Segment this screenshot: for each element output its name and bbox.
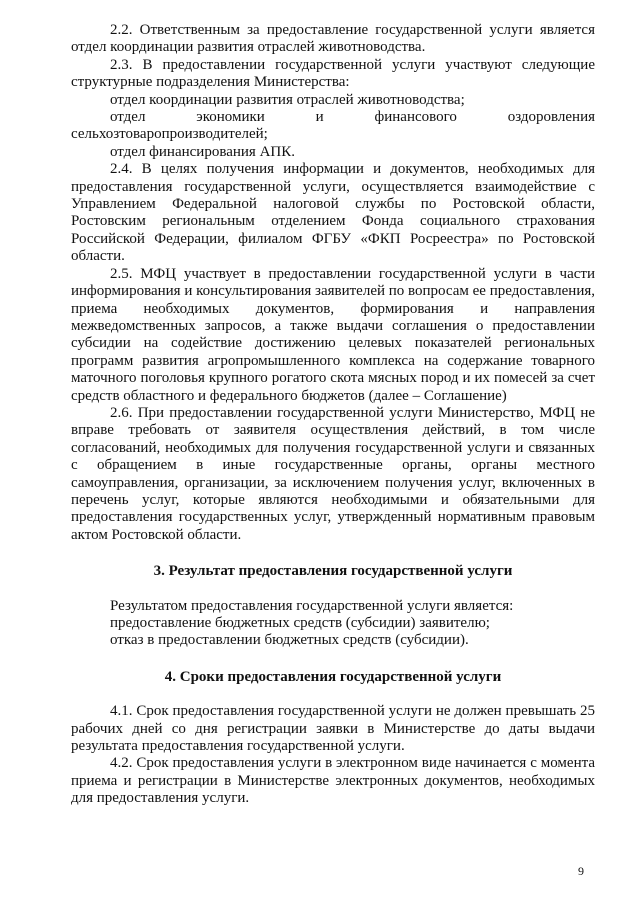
section-3-heading: 3. Результат предоставления государственной услуги: [153, 563, 513, 580]
page-number: 9: [578, 864, 584, 878]
paragraph-2-4: 2.4. В целях получения информации и документов, необходимых для предоставления государственной услуги, осуществляется взаимодействие с Управлением Федеральной налоговой службы по Ростовской области, Ростовским региональным отделением Фонда социального страхования Российской Федерации, филиалом ФГБУ «ФКП Росреестра» по Ростовской области.: [71, 161, 595, 265]
section-3-line: отказ в предоставлении бюджетных средств (субсидии).: [110, 632, 469, 649]
paragraph-2-6: 2.6. При предоставлении государственной услуги Министерство, МФЦ не вправе требовать от заявителя осуществления действий, в том числе согласований, необходимых для получения государственной услуги и связанных с обращением в иные государственные органы, органы местного самоуправления, организации, за исключением получения услуг, включенных в перечень услуг, которые являются необходимыми и обязательными для предоставления государственных услуг, утвержденный нормативным правовым актом Ростовской области.: [71, 404, 595, 543]
list-item: отдел координации развития отраслей животноводства;: [110, 91, 465, 108]
paragraph-2-5: 2.5. МФЦ участвует в предоставлении государственной услуги в части информирования и консультирования заявителей по вопросам ее предоставления, приема необходимых документов, формирования и направления межведомственных запросов, а также выдачи соглашения о предоставлении субсидии на содействие достижению целевых показателей региональных программ развития агропромышленного комплекса на содержание товарного маточного поголовья крупного рогатого скота мясных пород и их помесей за счет средств областного и федерального бюджетов (далее – Соглашение): [71, 265, 595, 404]
paragraph-4-2: 4.2. Срок предоставления услуги в электронном виде начинается с момента приема и регистрации в Министерстве электронных документов, необходимых для предоставления услуги.: [71, 755, 595, 807]
paragraph-2-3: 2.3. В предоставлении государственной услуги участвуют следующие структурные подразделения Министерства:: [71, 56, 595, 91]
paragraph-2-2: 2.2. Ответственным за предоставление государственной услуги является отдел координации развития отраслей животноводства.: [71, 22, 595, 56]
section-4-heading: 4. Сроки предоставления государственной услуги: [164, 668, 502, 685]
paragraph-4-1: 4.1. Срок предоставления государственной услуги не должен превышать 25 рабочих дней со дня регистрации заявки в Министерстве до даты выдачи результата предоставления государственной услуги.: [71, 703, 595, 755]
section-3-line: предоставление бюджетных средств (субсидии) заявителю;: [110, 615, 490, 631]
section-3-line: Результатом предоставления государственной услуги является:: [110, 597, 514, 614]
document-body: [71, 22, 595, 808]
list-item-continuation: сельхозтоваропроизводителей;: [71, 126, 268, 143]
list-item: отдел финансирования АПК.: [110, 143, 295, 160]
list-item: отдел экономики и финансового оздоровления: [110, 109, 595, 126]
